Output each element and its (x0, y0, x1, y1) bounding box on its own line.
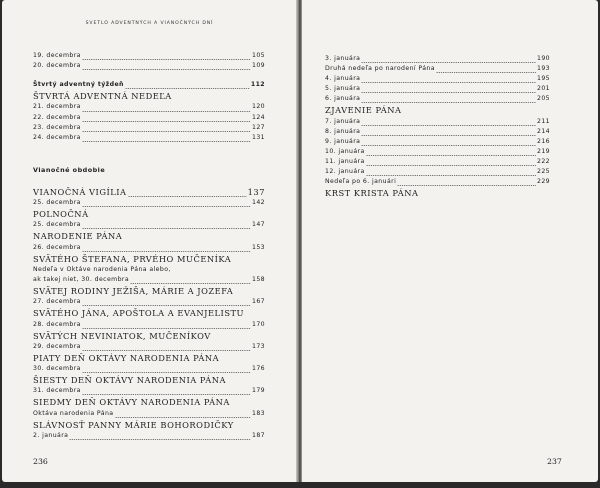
toc-entry (33, 62, 265, 72)
toc-entry-label: VIANOČNÁ VIGÍLIA (33, 186, 127, 197)
toc-entry-page: 167 (251, 298, 265, 306)
toc-entry-label: 9. januára (325, 137, 361, 145)
toc-entry-label: POLNOČNÁ (33, 209, 89, 220)
page-number-left: 236 (33, 457, 48, 466)
toc-entry-page: 187 (251, 431, 265, 439)
toc-entry (33, 276, 265, 286)
dot-leader (130, 283, 251, 284)
toc-entry-page: 153 (251, 243, 265, 251)
dot-leader (82, 69, 251, 70)
toc-entry-page: 222 (536, 158, 550, 166)
toc-entry-page: 193 (536, 65, 550, 73)
toc-entry-label: SLÁVNOSŤ PANNY MÁRIE BOHORODIČKY (33, 419, 234, 430)
toc-entry-page: 214 (536, 127, 550, 135)
toc-entry (33, 221, 265, 231)
toc-entry (33, 410, 265, 420)
toc-entry (33, 387, 265, 397)
toc-list-right (325, 55, 550, 201)
dot-leader (128, 196, 247, 197)
toc-entry (33, 353, 265, 365)
toc-entry-label: 6. januára (325, 95, 361, 103)
toc-entry (33, 286, 265, 298)
dot-leader (82, 111, 251, 112)
toc-block-3 (33, 187, 265, 442)
spacer (33, 144, 265, 166)
toc-entry-page: 112 (250, 81, 265, 89)
toc-entry-label: SVÄTEJ RODINY JEŽIŠA, MÁRIE A JOZEFA (33, 286, 234, 297)
toc-entry-label: Štvrtý adventný týždeň (33, 81, 124, 89)
left-page (2, 0, 297, 482)
toc-entry (325, 118, 550, 128)
toc-entry (33, 321, 265, 331)
running-head: SVETLO ADVENTNÝCH A VIANOČNÝCH DNÍ (85, 21, 214, 26)
toc-entry (325, 148, 550, 158)
toc-entry-label: 24. decembra (33, 133, 81, 141)
toc-entry (325, 178, 550, 188)
toc-entry (33, 244, 265, 254)
dot-leader (82, 251, 251, 252)
dot-leader (361, 82, 536, 83)
toc-entry (33, 375, 265, 387)
toc-entry-page: 183 (251, 409, 265, 417)
toc-entry-page: 142 (251, 199, 265, 207)
toc-entry (33, 103, 265, 113)
toc-entry-page: 158 (251, 275, 265, 283)
toc-entry-label: Oktáva narodenia Pána (33, 409, 114, 417)
dot-leader (397, 185, 536, 186)
toc-entry-label: PIATY DEŇ OKTÁVY NARODENIA PÁNA (33, 352, 220, 363)
toc-entry-page: 195 (536, 75, 550, 83)
dot-leader (361, 92, 536, 93)
toc-entry (325, 55, 550, 65)
dot-leader (361, 145, 536, 146)
toc-entry-label: 7. januára (325, 117, 361, 125)
toc-entry (33, 298, 265, 308)
toc-entry-label: Druhá nedeľa po narodení Pána (325, 65, 435, 73)
toc-entry-page: 211 (536, 117, 550, 125)
toc-entry-label: SVÄTÉHO JÁNA, APOŠTOLA A EVANJELISTU (33, 308, 245, 319)
toc-entry (325, 95, 550, 105)
toc-entry-label: Nedeľa po 6. januári (325, 178, 397, 186)
toc-entry-label: SIEDMY DEŇ OKTÁVY NARODENIA PÁNA (33, 397, 230, 408)
toc-entry (33, 266, 265, 276)
toc-entry-page: 147 (251, 221, 265, 229)
toc-block-right (325, 55, 550, 201)
toc-entry (33, 420, 265, 432)
toc-entry-label: 8. januára (325, 127, 361, 135)
toc-entry-label: 22. decembra (33, 113, 81, 121)
toc-entry-label: 27. decembra (33, 298, 81, 306)
toc-entry-page: 109 (251, 62, 265, 70)
toc-entry (33, 308, 265, 320)
toc-entry-label: 26. decembra (33, 243, 81, 251)
dot-leader (361, 125, 536, 126)
dot-leader (115, 417, 251, 418)
toc-entry-label: KRST KRISTA PÁNA (325, 188, 419, 199)
toc-entry-label: 29. decembra (33, 342, 81, 350)
dot-leader (125, 88, 250, 89)
toc-entry-page: 190 (536, 55, 550, 62)
toc-entry (325, 85, 550, 95)
toc-entry-label: 4. januára (325, 75, 361, 83)
toc-entry (325, 168, 550, 178)
right-page (302, 0, 598, 482)
dot-leader (82, 121, 251, 122)
toc-entry-label: 5. januára (325, 85, 361, 93)
toc-block-2 (33, 81, 265, 144)
toc-entry (33, 365, 265, 375)
dot-leader (361, 135, 536, 136)
toc-entry-page: 205 (536, 95, 550, 103)
toc-entry-label: SVÄTÉHO ŠTEFANA, PRVÉHO MUČENÍKA (33, 253, 232, 264)
toc-entry-page: 229 (536, 178, 550, 186)
spacer (33, 178, 265, 187)
toc-entry-page: 201 (536, 85, 550, 93)
dot-leader (69, 439, 251, 440)
dot-leader (82, 350, 251, 351)
toc-entry (33, 199, 265, 209)
toc-entry-label: ŠTVRTÁ ADVENTNÁ NEDEĽA (33, 91, 172, 102)
toc-entry-label: 21. decembra (33, 103, 81, 111)
dot-leader (82, 131, 251, 132)
toc-entry-label: ŠIESTY DEŇ OKTÁVY NARODENIA PÁNA (33, 375, 226, 386)
toc-entry (33, 91, 265, 103)
toc-entry (33, 134, 265, 144)
toc-entry (33, 397, 265, 409)
toc-block-1 (33, 52, 265, 72)
toc-entry-label: 25. decembra (33, 199, 81, 207)
toc-entry-label: ZJAVENIE PÁNA (325, 105, 402, 116)
toc-entry-label: 25. decembra (33, 221, 81, 229)
dot-leader (82, 206, 251, 207)
toc-entry-label: NARODENIE PÁNA (33, 231, 123, 242)
toc-entry-label: 11. januára (325, 158, 365, 166)
dot-leader (366, 175, 536, 176)
toc-entry (33, 254, 265, 266)
toc-entry (33, 331, 265, 343)
dot-leader (361, 62, 536, 63)
toc-entry (325, 75, 550, 85)
toc-entry (33, 231, 265, 243)
dot-leader (366, 155, 536, 156)
dot-leader (82, 59, 251, 60)
toc-entry-page: 173 (251, 342, 265, 350)
toc-entry-label: 12. januára (325, 168, 365, 176)
toc-entry-page: 179 (251, 387, 265, 395)
toc-entry (325, 65, 550, 75)
toc-entry-label: 19. decembra (33, 52, 81, 59)
dot-leader (436, 72, 536, 73)
dot-leader (82, 394, 251, 395)
toc-entry (325, 188, 550, 200)
toc-entry-page: 216 (536, 137, 550, 145)
toc-entry-label: ak takej niet, 30. decembra (33, 275, 130, 283)
toc-entry-label: 20. decembra (33, 62, 81, 70)
toc-entry-page: 131 (251, 133, 265, 141)
toc-entry (33, 81, 265, 91)
toc-entry (325, 128, 550, 138)
toc-entry-page: 124 (251, 113, 265, 121)
toc-entry (33, 124, 265, 134)
toc-entry (33, 209, 265, 221)
toc-entry-page: 219 (536, 147, 550, 155)
dot-leader (82, 141, 251, 142)
toc-entry-label: 30. decembra (33, 365, 81, 373)
toc-entry-label: 2. januára (33, 431, 69, 439)
dot-leader (366, 165, 536, 166)
toc-entry-page: 105 (251, 52, 265, 59)
toc-entry (33, 343, 265, 353)
toc-entry (325, 105, 550, 117)
toc-entry-label: Nedeľa v Oktáve narodenia Pána alebo, (33, 265, 171, 273)
toc-entry (325, 138, 550, 148)
toc-entry (325, 158, 550, 168)
toc-entry-page: 170 (251, 320, 265, 328)
toc-entry-label: SVÄTÝCH NEVINIATOK, MUČENÍKOV (33, 330, 211, 341)
toc-entry-label: 28. decembra (33, 320, 81, 328)
toc-entry (33, 187, 265, 199)
toc-entry-label: 3. januára (325, 55, 361, 62)
toc-entry-page: 225 (536, 168, 550, 176)
dot-leader (82, 328, 251, 329)
toc-entry (33, 432, 265, 442)
toc-entry-page: 176 (251, 365, 265, 373)
toc-entry-label: 23. decembra (33, 123, 81, 131)
dot-leader (361, 102, 536, 103)
toc-entry-page: 120 (251, 103, 265, 111)
page-number-right: 237 (547, 457, 562, 466)
dot-leader (82, 372, 251, 373)
toc-list-left (33, 52, 265, 442)
toc-entry (33, 52, 265, 62)
toc-entry-label: 31. decembra (33, 387, 81, 395)
toc-entry-page: 127 (251, 123, 265, 131)
section-title: Vianočné obdobie (33, 165, 106, 174)
toc-entry-page: 137 (247, 186, 265, 197)
spacer (33, 72, 265, 81)
dot-leader (82, 228, 251, 229)
toc-entry (33, 114, 265, 124)
toc-entry-label: 10. januára (325, 147, 365, 155)
dot-leader (82, 305, 251, 306)
